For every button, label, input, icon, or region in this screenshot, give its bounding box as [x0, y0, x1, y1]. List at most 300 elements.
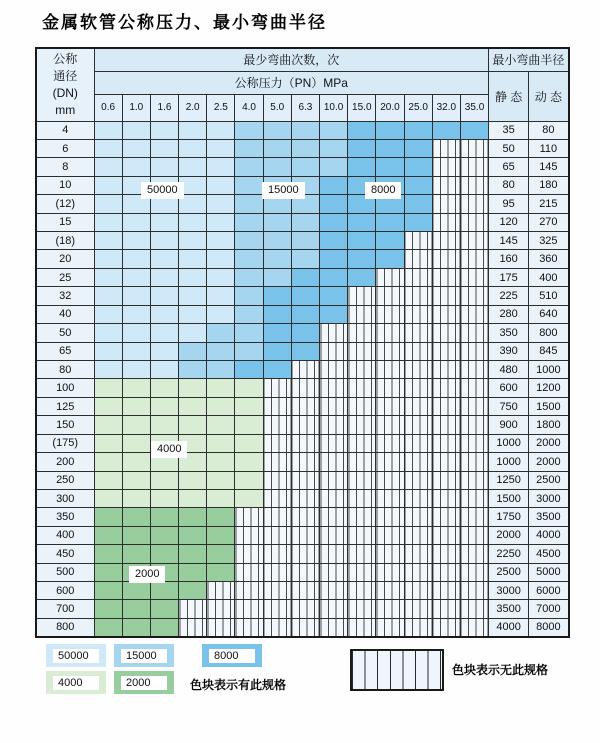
no-spec-cell	[432, 545, 460, 563]
cycle-cell-4000	[150, 397, 178, 415]
cycle-cell-50000	[150, 250, 178, 268]
cycle-cell-2000	[122, 508, 150, 526]
no-spec-cell	[320, 489, 348, 507]
table-row	[36, 158, 569, 176]
no-spec-cell	[432, 489, 460, 507]
legend-no-spec-swatch	[350, 649, 444, 691]
dn-cell: (18)	[36, 232, 94, 250]
no-spec-cell	[432, 397, 460, 415]
no-spec-cell	[376, 508, 404, 526]
static-radius-cell: 175	[489, 268, 529, 286]
cycle-cell-15000	[291, 232, 319, 250]
cycle-cell-50000	[207, 121, 235, 139]
cycle-cell-15000	[235, 342, 263, 360]
cycle-cell-8000	[348, 250, 376, 268]
cycle-cell-4000	[207, 397, 235, 415]
dynamic-radius-cell: 7000	[529, 600, 569, 618]
no-spec-cell	[291, 489, 319, 507]
cycle-cell-15000	[235, 232, 263, 250]
cycle-cell-4000	[94, 397, 122, 415]
no-spec-cell	[348, 453, 376, 471]
no-spec-cell	[348, 526, 376, 544]
cycle-cell-50000	[150, 268, 178, 286]
cycle-cell-8000	[460, 121, 488, 139]
pressure-tick: 15.0	[348, 94, 376, 121]
cycle-cell-15000	[291, 213, 319, 231]
cycle-cell-2000	[94, 508, 122, 526]
cycle-cell-4000	[122, 434, 150, 452]
static-radius-cell: 2000	[489, 526, 529, 544]
pressure-tick: 6.3	[291, 94, 319, 121]
pressure-header: 公称压力（PN）MPa	[94, 71, 489, 94]
table-row	[36, 618, 569, 636]
cycle-cell-50000	[179, 195, 207, 213]
cycle-cell-4000	[122, 453, 150, 471]
pressure-tick: 35.0	[460, 94, 488, 121]
cycle-cell-8000	[320, 268, 348, 286]
cycle-cell-15000	[235, 305, 263, 323]
cycle-cell-8000	[376, 232, 404, 250]
table-row	[36, 489, 569, 507]
no-spec-cell	[460, 471, 488, 489]
no-spec-cell	[348, 600, 376, 618]
cycle-cell-15000	[263, 232, 291, 250]
no-spec-cell	[432, 139, 460, 157]
no-spec-cell	[376, 342, 404, 360]
legend-swatch-label: 2000	[121, 676, 167, 690]
cycle-cell-50000	[207, 158, 235, 176]
table-row	[36, 342, 569, 360]
cycle-cell-50000	[150, 232, 178, 250]
no-spec-cell	[320, 453, 348, 471]
cycle-cell-50000	[207, 287, 235, 305]
cycle-cell-50000	[150, 360, 178, 378]
cycle-cell-8000	[291, 268, 319, 286]
no-spec-cell	[376, 545, 404, 563]
static-radius-cell: 145	[489, 232, 529, 250]
cycle-cell-50000	[179, 176, 207, 194]
cycle-cell-2000	[150, 618, 178, 636]
cycle-cell-2000	[207, 563, 235, 581]
no-spec-cell	[404, 268, 432, 286]
static-column-header: 静 态	[489, 71, 529, 121]
no-spec-cell	[404, 250, 432, 268]
static-radius-cell: 1000	[489, 453, 529, 471]
cycle-cell-8000	[376, 213, 404, 231]
no-spec-cell	[460, 139, 488, 157]
cycle-cell-4000	[122, 397, 150, 415]
no-spec-cell	[404, 526, 432, 544]
no-spec-cell	[235, 582, 263, 600]
cycle-cell-15000	[235, 121, 263, 139]
no-spec-cell	[263, 434, 291, 452]
dynamic-radius-cell: 5000	[529, 563, 569, 581]
dn-cell: 100	[36, 379, 94, 397]
dynamic-radius-cell: 2000	[529, 453, 569, 471]
cycle-cell-50000	[150, 139, 178, 157]
cycle-cell-15000	[263, 158, 291, 176]
no-spec-cell	[320, 416, 348, 434]
no-spec-cell	[404, 618, 432, 636]
dn-cell: 500	[36, 563, 94, 581]
no-spec-cell	[404, 360, 432, 378]
no-spec-cell	[320, 508, 348, 526]
dn-column-header	[36, 48, 94, 121]
cycle-cell-50000	[179, 324, 207, 342]
cycle-cell-8000	[404, 195, 432, 213]
no-spec-cell	[320, 545, 348, 563]
no-spec-cell	[320, 324, 348, 342]
pressure-tick: 32.0	[432, 94, 460, 121]
cycle-cell-8000	[263, 305, 291, 323]
no-spec-cell	[320, 582, 348, 600]
cycle-cell-4000	[94, 434, 122, 452]
table-row	[36, 250, 569, 268]
dn-header-line: mm	[55, 102, 76, 117]
cycle-cell-8000	[320, 305, 348, 323]
no-spec-cell	[432, 195, 460, 213]
cycle-cell-8000	[263, 287, 291, 305]
cycle-cell-2000	[122, 618, 150, 636]
legend-swatch-label: 50000	[53, 649, 99, 663]
cycle-cell-15000	[320, 121, 348, 139]
dn-cell: 32	[36, 287, 94, 305]
dynamic-radius-cell: 8000	[529, 618, 569, 636]
cycle-cell-8000	[320, 250, 348, 268]
no-spec-cell	[404, 434, 432, 452]
no-spec-cell	[320, 379, 348, 397]
cycle-cell-15000	[207, 342, 235, 360]
cycle-cell-15000	[263, 250, 291, 268]
no-spec-cell	[460, 250, 488, 268]
table-row	[36, 379, 569, 397]
no-spec-cell	[432, 213, 460, 231]
no-spec-cell	[432, 232, 460, 250]
static-radius-cell: 350	[489, 324, 529, 342]
dn-cell: 6	[36, 139, 94, 157]
no-spec-cell	[376, 379, 404, 397]
no-spec-cell	[404, 582, 432, 600]
table-row	[36, 453, 569, 471]
cycle-cell-8000	[376, 250, 404, 268]
table-row	[36, 508, 569, 526]
no-spec-cell	[263, 508, 291, 526]
cycle-cell-8000	[320, 232, 348, 250]
cycles-label-2000: 2000	[130, 567, 164, 582]
no-spec-cell	[376, 582, 404, 600]
no-spec-cell	[320, 563, 348, 581]
cycle-cell-15000	[235, 324, 263, 342]
table-row	[36, 324, 569, 342]
cycle-cell-8000	[320, 176, 348, 194]
no-spec-cell	[432, 508, 460, 526]
no-spec-cell	[460, 379, 488, 397]
no-spec-cell	[207, 582, 235, 600]
cycle-cell-4000	[179, 489, 207, 507]
cycle-cell-50000	[94, 232, 122, 250]
no-spec-cell	[432, 563, 460, 581]
no-spec-cell	[404, 416, 432, 434]
cycle-cell-50000	[150, 342, 178, 360]
cycle-cell-2000	[150, 582, 178, 600]
no-spec-cell	[404, 508, 432, 526]
cycle-cell-50000	[94, 324, 122, 342]
radius-header: 最小弯曲半径	[489, 48, 569, 71]
no-spec-cell	[348, 618, 376, 636]
cycle-cell-8000	[320, 287, 348, 305]
dn-cell: 80	[36, 360, 94, 378]
no-spec-cell	[291, 471, 319, 489]
no-spec-cell	[320, 397, 348, 415]
static-radius-cell: 160	[489, 250, 529, 268]
cycle-cell-8000	[404, 213, 432, 231]
no-spec-cell	[460, 397, 488, 415]
no-spec-cell	[376, 526, 404, 544]
cycle-cell-15000	[291, 139, 319, 157]
cycle-cell-4000	[179, 379, 207, 397]
no-spec-cell	[291, 582, 319, 600]
no-spec-cell	[348, 305, 376, 323]
cycles-header: 最少弯曲次数，次	[94, 48, 489, 71]
dynamic-radius-cell: 1000	[529, 360, 569, 378]
dynamic-radius-cell: 510	[529, 287, 569, 305]
no-spec-cell	[460, 213, 488, 231]
cycle-cell-4000	[94, 379, 122, 397]
no-spec-cell	[291, 434, 319, 452]
pressure-tick: 1.0	[122, 94, 150, 121]
cycle-cell-2000	[179, 545, 207, 563]
no-spec-cell	[404, 287, 432, 305]
dn-cell: 8	[36, 158, 94, 176]
cycle-cell-50000	[122, 360, 150, 378]
dynamic-radius-cell: 4000	[529, 526, 569, 544]
dn-cell: 20	[36, 250, 94, 268]
no-spec-cell	[460, 526, 488, 544]
no-spec-cell	[207, 600, 235, 618]
dn-cell: 400	[36, 526, 94, 544]
pressure-tick: 2.0	[179, 94, 207, 121]
table-row	[36, 526, 569, 544]
no-spec-cell	[460, 158, 488, 176]
cycle-cell-4000	[122, 471, 150, 489]
dn-header-line: 通径	[53, 68, 78, 83]
cycle-cell-15000	[235, 287, 263, 305]
static-radius-cell: 65	[489, 158, 529, 176]
no-spec-cell	[432, 453, 460, 471]
no-spec-cell	[348, 324, 376, 342]
dn-header-line: (DN)	[52, 85, 78, 100]
cycle-cell-50000	[207, 195, 235, 213]
pressure-tick: 0.6	[94, 94, 122, 121]
no-spec-cell	[376, 397, 404, 415]
dynamic-radius-cell: 1800	[529, 416, 569, 434]
table-row	[36, 600, 569, 618]
cycle-cell-15000	[291, 250, 319, 268]
no-spec-cell	[348, 545, 376, 563]
legend-has-spec-text: 色块表示有此规格	[190, 678, 287, 692]
no-spec-cell	[432, 250, 460, 268]
no-spec-cell	[460, 434, 488, 452]
cycle-cell-4000	[122, 489, 150, 507]
table-row	[36, 471, 569, 489]
cycle-cell-50000	[94, 360, 122, 378]
table-row	[36, 268, 569, 286]
cycle-cell-8000	[404, 176, 432, 194]
cycle-cell-50000	[122, 287, 150, 305]
dn-cell: 800	[36, 618, 94, 636]
cycle-cell-15000	[179, 360, 207, 378]
spec-table	[35, 47, 570, 638]
no-spec-cell	[263, 618, 291, 636]
no-spec-cell	[460, 489, 488, 507]
no-spec-cell	[235, 618, 263, 636]
no-spec-cell	[291, 397, 319, 415]
static-radius-cell: 2500	[489, 563, 529, 581]
no-spec-cell	[376, 268, 404, 286]
legend-swatch-label: 8000	[209, 649, 255, 663]
no-spec-cell	[263, 471, 291, 489]
cycle-cell-50000	[207, 268, 235, 286]
no-spec-cell	[432, 176, 460, 194]
no-spec-cell	[432, 268, 460, 286]
cycle-cell-8000	[291, 342, 319, 360]
cycle-cell-50000	[207, 213, 235, 231]
cycle-cell-8000	[263, 342, 291, 360]
no-spec-cell	[263, 526, 291, 544]
cycle-cell-15000	[235, 176, 263, 194]
cycle-cell-50000	[150, 158, 178, 176]
dynamic-radius-cell: 215	[529, 195, 569, 213]
no-spec-cell	[376, 471, 404, 489]
cycle-cell-2000	[150, 508, 178, 526]
no-spec-cell	[432, 305, 460, 323]
cycle-cell-4000	[235, 471, 263, 489]
dn-header-line: 公称	[53, 51, 78, 66]
cycle-cell-2000	[122, 526, 150, 544]
table-row	[36, 416, 569, 434]
dn-cell: (12)	[36, 195, 94, 213]
no-spec-cell	[404, 453, 432, 471]
cycle-cell-2000	[207, 526, 235, 544]
cycle-cell-2000	[122, 582, 150, 600]
cycle-cell-8000	[348, 158, 376, 176]
cycle-cell-4000	[150, 379, 178, 397]
pressure-tick: 25.0	[404, 94, 432, 121]
cycle-cell-4000	[94, 471, 122, 489]
no-spec-cell	[179, 618, 207, 636]
cycle-cell-15000	[207, 324, 235, 342]
static-radius-cell: 50	[489, 139, 529, 157]
no-spec-cell	[432, 360, 460, 378]
cycle-cell-50000	[122, 158, 150, 176]
cycle-cell-50000	[207, 232, 235, 250]
dynamic-radius-cell: 2500	[529, 471, 569, 489]
static-radius-cell: 4000	[489, 618, 529, 636]
cycle-cell-50000	[179, 287, 207, 305]
no-spec-cell	[376, 305, 404, 323]
static-radius-cell: 95	[489, 195, 529, 213]
cycle-cell-8000	[376, 158, 404, 176]
static-radius-cell: 120	[489, 213, 529, 231]
pressure-tick: 20.0	[376, 94, 404, 121]
cycle-cell-8000	[263, 360, 291, 378]
no-spec-cell	[404, 600, 432, 618]
cycle-cell-2000	[179, 508, 207, 526]
no-spec-cell	[432, 600, 460, 618]
page-title: 金属软管公称压力、最小弯曲半径	[42, 13, 327, 33]
no-spec-cell	[460, 360, 488, 378]
no-spec-cell	[460, 287, 488, 305]
cycle-cell-50000	[207, 139, 235, 157]
dn-cell: 25	[36, 268, 94, 286]
no-spec-cell	[348, 582, 376, 600]
cycle-cell-2000	[122, 545, 150, 563]
cycle-cell-15000	[291, 158, 319, 176]
dn-cell: 50	[36, 324, 94, 342]
pressure-tick: 10.0	[320, 94, 348, 121]
cycle-cell-4000	[235, 397, 263, 415]
cycle-cell-2000	[179, 526, 207, 544]
no-spec-cell	[263, 489, 291, 507]
no-spec-cell	[348, 434, 376, 452]
cycle-cell-4000	[235, 453, 263, 471]
dynamic-radius-cell: 640	[529, 305, 569, 323]
cycles-label-50000: 50000	[142, 183, 183, 198]
dn-cell: 15	[36, 213, 94, 231]
dynamic-radius-cell: 1200	[529, 379, 569, 397]
no-spec-cell	[348, 563, 376, 581]
cycle-cell-2000	[94, 618, 122, 636]
cycle-cell-8000	[320, 195, 348, 213]
cycle-cell-50000	[94, 342, 122, 360]
table-row	[36, 397, 569, 415]
table-row	[36, 563, 569, 581]
no-spec-cell	[432, 434, 460, 452]
no-spec-cell	[320, 434, 348, 452]
cycle-cell-15000	[263, 139, 291, 157]
dn-cell: 150	[36, 416, 94, 434]
no-spec-cell	[460, 545, 488, 563]
cycle-cell-8000	[376, 121, 404, 139]
no-spec-cell	[404, 563, 432, 581]
legend-swatch-15000	[114, 644, 174, 667]
cycle-cell-4000	[150, 471, 178, 489]
dn-cell: (175)	[36, 434, 94, 452]
cycles-label-15000: 15000	[263, 183, 304, 198]
no-spec-cell	[291, 526, 319, 544]
cycle-cell-50000	[94, 195, 122, 213]
no-spec-cell	[263, 582, 291, 600]
dynamic-radius-cell: 145	[529, 158, 569, 176]
legend-swatch-4000	[46, 671, 106, 694]
no-spec-cell	[291, 563, 319, 581]
no-spec-cell	[235, 526, 263, 544]
cycle-cell-8000	[291, 324, 319, 342]
dn-cell: 450	[36, 545, 94, 563]
cycle-cell-8000	[376, 139, 404, 157]
cycle-cell-50000	[179, 232, 207, 250]
no-spec-cell	[432, 287, 460, 305]
no-spec-cell	[376, 453, 404, 471]
table-row	[36, 434, 569, 452]
no-spec-cell	[432, 582, 460, 600]
cycle-cell-15000	[263, 121, 291, 139]
cycle-cell-4000	[94, 453, 122, 471]
no-spec-cell	[291, 600, 319, 618]
table-row	[36, 545, 569, 563]
no-spec-cell	[460, 342, 488, 360]
cycle-cell-15000	[235, 158, 263, 176]
